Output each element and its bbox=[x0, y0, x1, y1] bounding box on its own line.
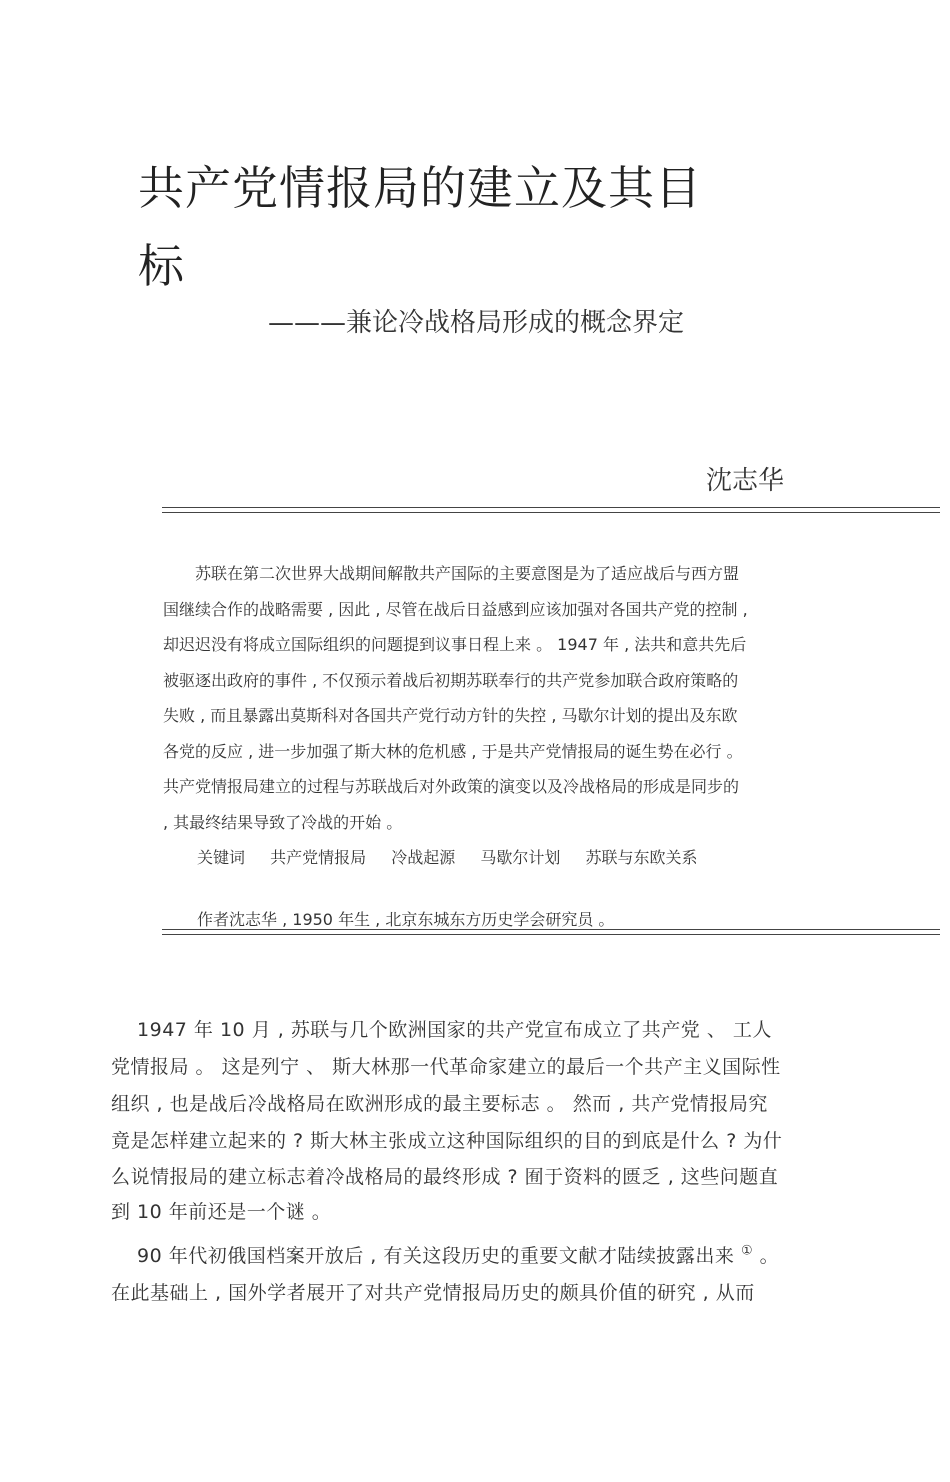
divider-bottom bbox=[162, 929, 940, 935]
author: 沈志华 bbox=[706, 466, 785, 496]
body-line: 党情报局 。 这是列宁 、 斯大林那一代革命家建立的最后一个共产主义国际性 bbox=[111, 1056, 781, 1078]
body-text: 90 年代初俄国档案开放后 , 有关这段历史的重要文献才陆续披露出来 bbox=[111, 1245, 735, 1267]
title-line-2: 标 bbox=[138, 239, 185, 293]
keyword: 冷战起源 bbox=[391, 848, 456, 867]
abstract-line: 共产党情报局建立的过程与苏联战后对外政策的演变以及冷战格局的形成是同步的 bbox=[163, 777, 740, 796]
abstract-line: 被驱逐出政府的事件 , 不仅预示着战后初期苏联奉行的共产党参加联合政府策略的 bbox=[163, 671, 739, 690]
keyword: 马歇尔计划 bbox=[480, 848, 561, 867]
abstract-line: 苏联在第二次世界大战期间解散共产国际的主要意图是为了适应战后与西方盟 bbox=[163, 564, 740, 583]
subtitle: ———兼论冷战格局形成的概念界定 bbox=[268, 308, 685, 338]
abstract-line: 国继续合作的战略需要 , 因此 , 尽管在战后日益感到应该加强对各国共产党的控制 , bbox=[163, 600, 748, 619]
body-line: 竟是怎样建立起来的 ? 斯大林主张成立这种国际组织的目的到底是什么 ? 为什 bbox=[111, 1130, 783, 1152]
keyword: 苏联与东欧关系 bbox=[585, 848, 698, 867]
keywords-label: 关键词 bbox=[197, 848, 246, 867]
body-line-with-footnote bbox=[111, 1241, 779, 1268]
divider-top bbox=[162, 507, 940, 513]
body-line: 组织 , 也是战后冷战格局在欧洲形成的最主要标志 。 然而 , 共产党情报局究 bbox=[111, 1093, 768, 1115]
body-line: 到 10 年前还是一个谜 。 bbox=[111, 1201, 332, 1223]
abstract-line: , 其最终结果导致了冷战的开始 。 bbox=[163, 813, 403, 832]
abstract-line: 各党的反应 , 进一步加强了斯大林的危机感 , 于是共产党情报局的诞生势在必行 。 bbox=[163, 742, 743, 761]
author-note: 作者沈志华 , 1950 年生 , 北京东城东方历史学会研究员 。 bbox=[197, 910, 615, 929]
body-line: 么说情报局的建立标志着冷战格局的最终形成 ? 囿于资料的匮乏 , 这些问题直 bbox=[111, 1166, 779, 1188]
abstract-line: 却迟迟没有将成立国际组织的问题提到议事日程上来 。 1947 年 , 法共和意共先后 bbox=[163, 635, 747, 654]
body-text-tail: 。 bbox=[759, 1245, 780, 1267]
keywords bbox=[197, 845, 697, 868]
body-line: 1947 年 10 月 , 苏联与几个欧洲国家的共产党宣布成立了共产党 、 工人 bbox=[111, 1019, 772, 1041]
abstract-line: 失败 , 而且暴露出莫斯科对各国共产党行动方针的失控 , 马歇尔计划的提出及东欧 bbox=[163, 706, 738, 725]
footnote-marker[interactable]: ① bbox=[740, 1243, 754, 1259]
body-line: 在此基础上 , 国外学者展开了对共产党情报局历史的颇具价值的研究 , 从而 bbox=[111, 1282, 755, 1304]
keyword: 共产党情报局 bbox=[270, 848, 367, 867]
title-line-1: 共产党情报局的建立及其目 bbox=[138, 161, 702, 215]
